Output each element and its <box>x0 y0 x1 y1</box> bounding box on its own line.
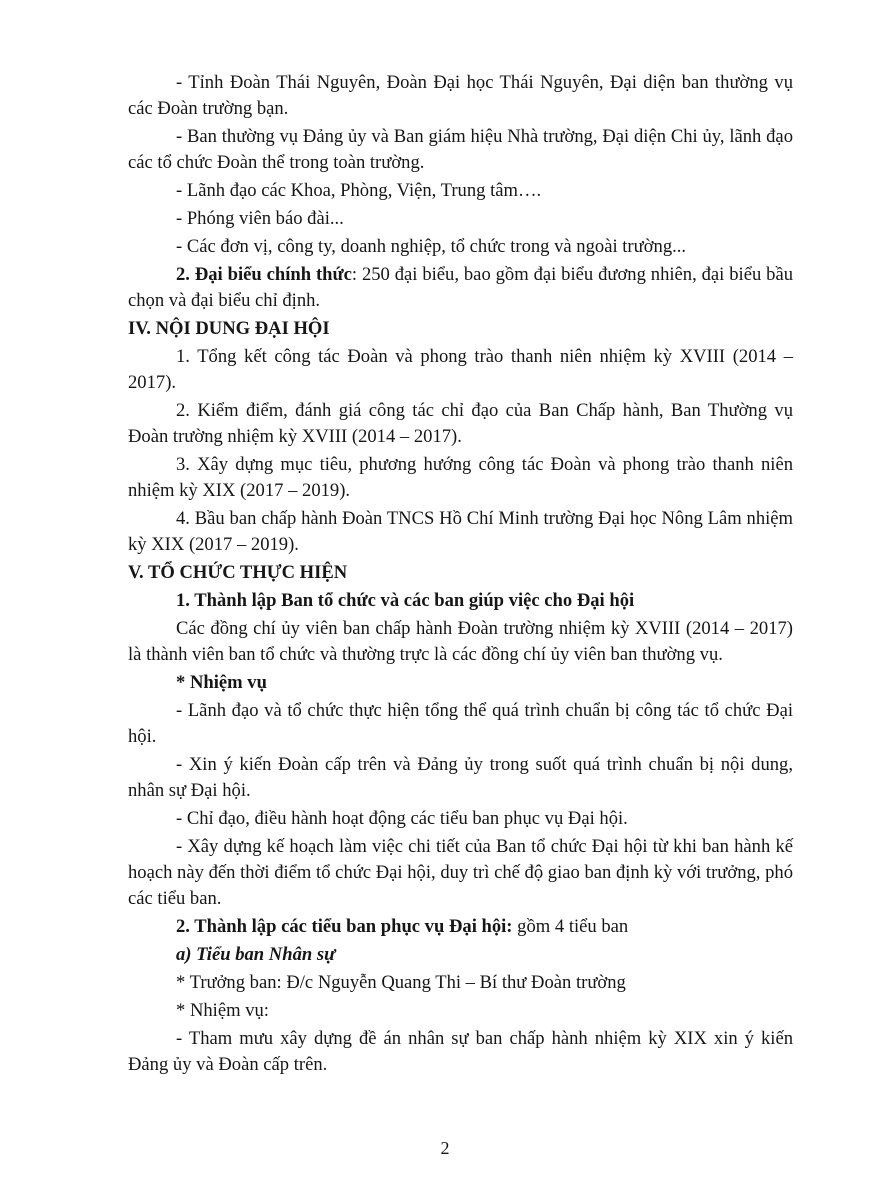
subsection-2-paragraph <box>128 914 793 940</box>
guest-item: - Phóng viên báo đài... <box>176 208 344 229</box>
section-5-heading: V. TỔ CHỨC THỰC HIỆN <box>128 562 348 583</box>
content-item: 2. Kiểm điểm, đánh giá công tác chỉ đạo của Ban Chấp hành, Ban Thường vụ Đoàn trường nhiệm kỳ XVIII (2014 – 2017). <box>128 400 793 447</box>
section-4-heading: IV. NỘI DUNG ĐẠI HỘI <box>128 318 330 339</box>
task-item: - Xây dựng kế hoạch làm việc chi tiết của Ban tổ chức Đại hội từ khi ban hành kế hoạch này đến thời điểm tổ chức Đại hội, duy trì chế độ giao ban định kỳ với trưởng, phó các tiểu ban. <box>128 836 793 909</box>
subsection-2-heading: 2. Thành lập các tiểu ban phục vụ Đại hội: <box>176 916 513 937</box>
subsection-1-text: Các đồng chí ủy viên ban chấp hành Đoàn trường nhiệm kỳ XVIII (2014 – 2017) là thành viên ban tổ chức và thường trực là các đồng chí ủy viên ban thường vụ. <box>128 618 793 665</box>
guest-item: - Lãnh đạo các Khoa, Phòng, Viện, Trung tâm…. <box>176 180 542 201</box>
subcommittee-a-task: - Tham mưu xây dựng đề án nhân sự ban chấp hành nhiệm kỳ XIX xin ý kiến Đảng ủy và Đoàn cấp trên. <box>128 1028 793 1075</box>
guest-item: - Các đơn vị, công ty, doanh nghiệp, tổ chức trong và ngoài trường... <box>176 236 687 257</box>
tasks-heading: * Nhiệm vụ <box>176 672 267 693</box>
content-item: 3. Xây dựng mục tiêu, phương hướng công tác Đoàn và phong trào thanh niên nhiệm kỳ XIX (2017 – 2019). <box>128 454 793 501</box>
guest-item: - Tỉnh Đoàn Thái Nguyên, Đoàn Đại học Thái Nguyên, Đại diện ban thường vụ các Đoàn trường bạn. <box>128 72 793 119</box>
task-item: - Xin ý kiến Đoàn cấp trên và Đảng ủy trong suốt quá trình chuẩn bị nội dung, nhân sự Đại hội. <box>128 754 793 801</box>
content-item: 4. Bầu ban chấp hành Đoàn TNCS Hồ Chí Minh trường Đại học Nông Lâm nhiệm kỳ XIX (2017 – 2019). <box>128 508 793 555</box>
task-item: - Chỉ đạo, điều hành hoạt động các tiểu ban phục vụ Đại hội. <box>176 808 628 829</box>
page-number: 2 <box>440 1138 450 1158</box>
subcommittee-a-head: * Trưởng ban: Đ/c Nguyễn Quang Thi – Bí thư Đoàn trường <box>176 972 626 993</box>
content-item: 1. Tổng kết công tác Đoàn và phong trào thanh niên nhiệm kỳ XVIII (2014 – 2017). <box>128 346 793 393</box>
subsection-2-text: gồm 4 tiểu ban <box>512 916 629 937</box>
official-delegates-text: : 250 đại biểu, bao gồm đại biểu đương nhiên, đại biểu bầu chọn và đại biểu chỉ định. <box>128 264 793 311</box>
subcommittee-a-heading: a) Tiểu ban Nhân sự <box>176 944 336 965</box>
official-delegates-label: 2. Đại biểu chính thức <box>176 264 352 285</box>
task-item: - Lãnh đạo và tổ chức thực hiện tổng thể quá trình chuẩn bị công tác tổ chức Đại hội. <box>128 700 793 747</box>
guest-item: - Ban thường vụ Đảng ủy và Ban giám hiệu Nhà trường, Đại diện Chi ủy, lãnh đạo các tổ chức Đoàn thể trong toàn trường. <box>128 126 793 173</box>
official-delegates-paragraph <box>128 262 793 314</box>
subcommittee-a-tasks-label: * Nhiệm vụ: <box>176 1000 269 1021</box>
subsection-1-heading: 1. Thành lập Ban tổ chức và các ban giúp việc cho Đại hội <box>176 590 635 611</box>
document-body <box>128 70 793 1080</box>
